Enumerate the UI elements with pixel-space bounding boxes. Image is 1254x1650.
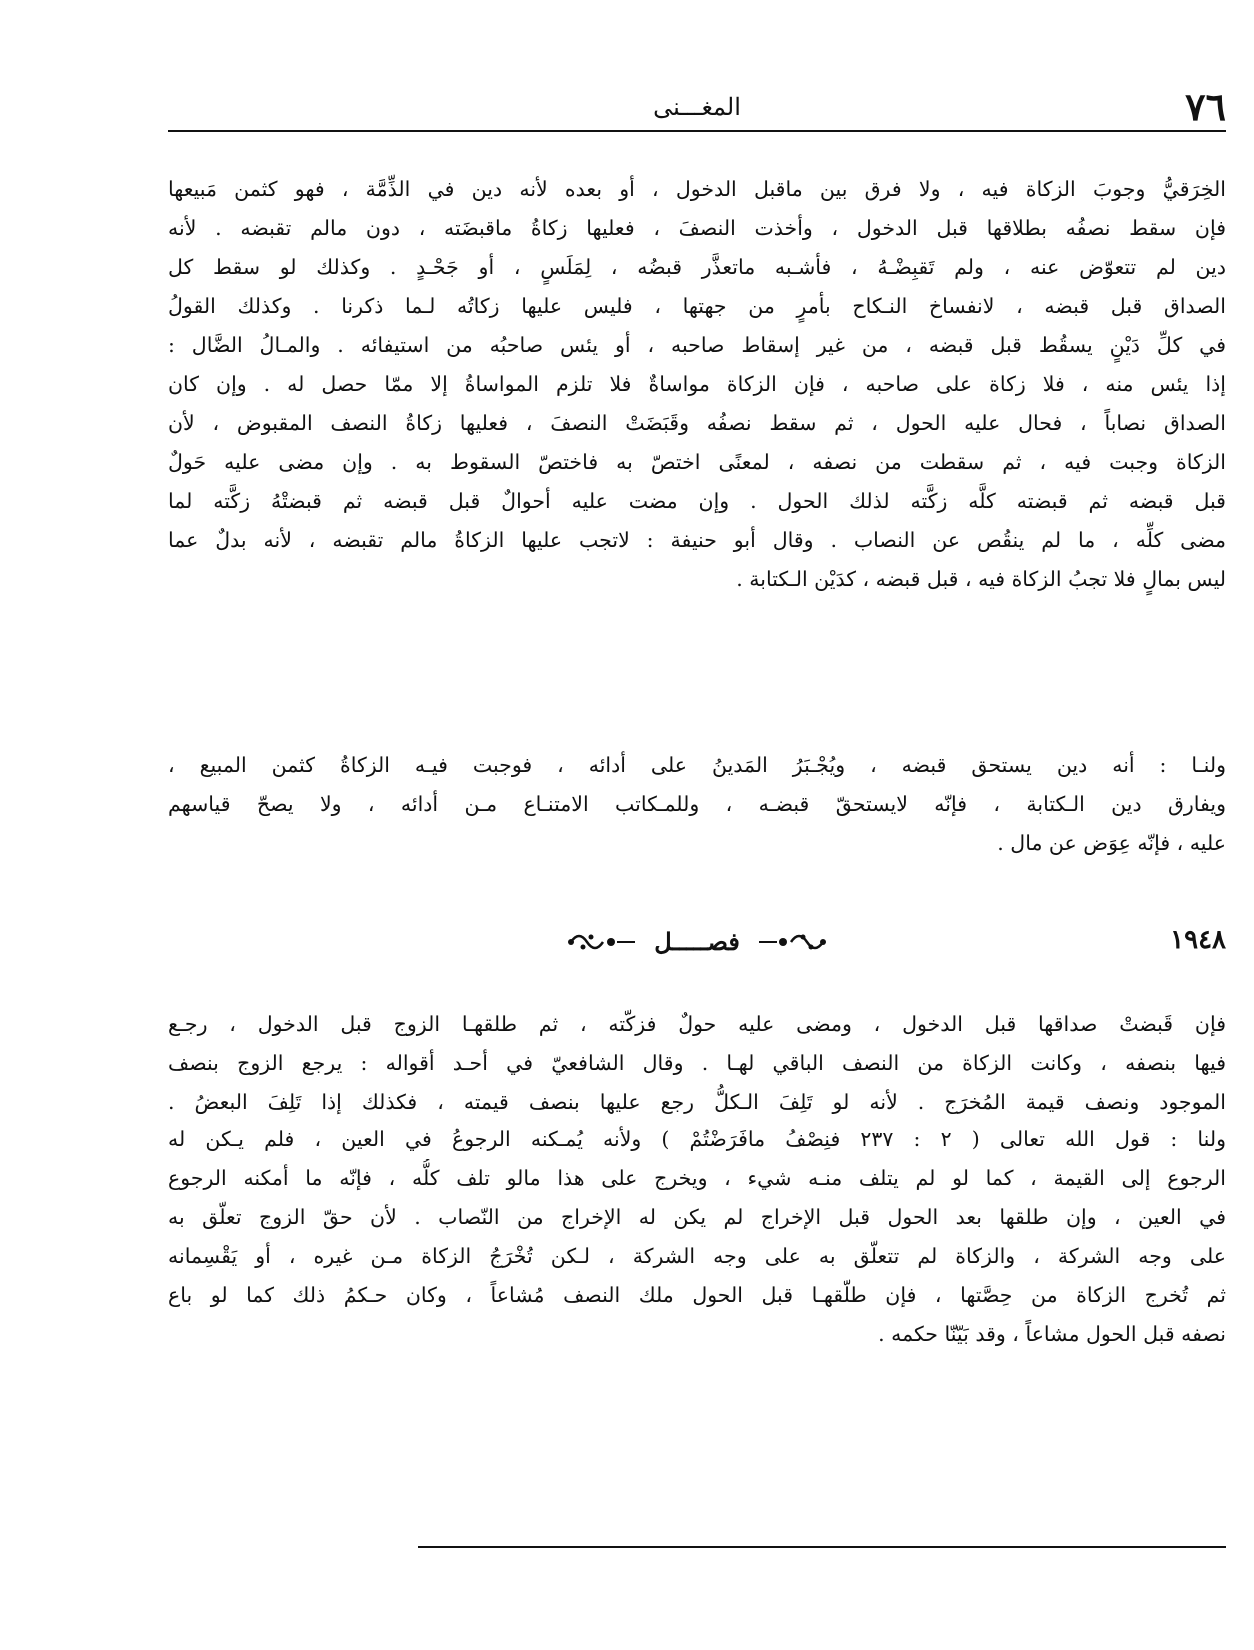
paragraph-3 [168,1005,1226,1122]
text-line: في العين ، وإن طلقها بعد الحول قبل الإخراج لم يكن له الإخراج من النّصاب . لأن حقّ الزوج تعلّق به [168,1205,1226,1229]
ornament-icon [565,929,637,955]
footer-rule [418,1546,1226,1548]
text-line: مضى كلِّه ، ما لم ينقُص عن النصاب . وقال أبو حنيفة : لاتجب عليها الزكاةُ مالم تقبضه ، لأنه بدلٌ عما [168,528,1226,552]
paragraph-2 [168,746,1226,863]
section-title: فصـــــل [654,926,740,956]
text-line: ثم تُخرج الزكاة من حِصَّتها ، فإن طلّقهـا قبل الحول ملك النصف مُشاعاً ، وكان حـكمُ ذلك كما لو باع [168,1283,1226,1307]
text-line: إذا يئس منه ، فلا زكاة على صاحبه ، فإن الزكاة مواساةٌ فلا تلزم المواساةُ إلا ممّا حصل له . وإن كان [168,372,1226,396]
text-line: الخِرَقيُّ وجوبَ الزكاة فيه ، ولا فرق بين ماقبل الدخول ، أو بعده لأنه دين في الذِّمَّة ، فهو كثمن مَبيعها [168,177,1226,201]
page-number: ٧٦ [1185,84,1226,129]
section-heading [168,918,1226,962]
text-line: عليه ، فإنّه عِوَض عن مال . [997,831,1226,855]
text-line: فإن سقط نصفُه بطلاقها قبل الدخول ، وأخذت النصفَ ، فعليها زكاةُ ماقبضَته ، دون مالم تقبضه . لأنه [168,216,1226,240]
text-line: الرجوع إلى القيمة ، كما لو لم يتلف منـه شيء ، ويخرج على هذا مالو تلف كلُّه ، فإنّه ما أمكنه الرجوع [168,1166,1226,1190]
text-line: الزكاة وجبت فيه ، ثم سقطت من نصفه ، لمعنًى اختصّ به فاختصّ السقوط به . وإن مضى عليه حَولٌ [168,450,1226,474]
text-line: ولنـا : أنه دين يستحق قبضه ، ويُجْـبَرُ المَدينُ على أدائه ، فوجبت فيـه الزكاةُ كثمن المبيع ، [168,753,1226,777]
ornament-icon [757,929,829,955]
text-line: الصداق نصاباً ، فحال عليه الحول ، ثم سقط نصفُه وقَبَضَتْ النصفَ ، فعليها زكاةُ النصف المقبوض ، لأن [168,411,1226,435]
text-line: الصداق قبل قبضه ، لانفساخ النـكاح بأمرٍ من جهتها ، فليس عليها زكاتُه لـما ذكرنا . وكذلك القولُ [168,294,1226,318]
text-line: ولنا : قول الله تعالى ( ٢ : ٢٣٧ فنِصْفُ مافَرَضْتُمْ ) ولأنه يُمـكنه الرجوعُ في العين ، فلم يـكن له [168,1127,1226,1151]
running-title: المغـــنى [653,93,741,121]
text-line: في كلِّ دَيْنٍ يسقُط قبل قبضه ، من غير إسقاط صاحبه ، أو يئس صاحبُه من استيفائه . والمـالُ الضَّال : [168,333,1226,357]
paragraph-1 [168,170,1226,599]
text-line: ويفارق دين الـكتابة ، فإنّه لايستحقّ قبضـه ، وللمـكاتب الامتنـاع مـن أدائه ، ولا يصحّ قياسهم [168,792,1226,816]
section-title-wrap [168,918,1226,964]
text-line: الموجود ونصف قيمة المُخرَج . لأنه لو تَلِفَ الـكلُّ رجع عليها بنصف قيمته ، فكذلك إذا تَلِفَ البعضُ . [168,1090,1226,1114]
text-line: فإن قَبضتْ صداقها قبل الدخول ، ومضى عليه حولٌ فزكّته ، ثم طلقهـا الزوج قبل الدخول ، رجـع [168,1012,1226,1036]
text-line: دين لم تتعوّض عنه ، ولم تَقبِضْـهُ ، فأشـبه ماتعذَّر قبضُه ، لِمَلَسٍ ، أو جَحْـدٍ . وكذلك لو سقط كل [168,255,1226,279]
text-line: على وجه الشركة ، والزكاة لم تتعلّق به على وجه الشركة ، لـكن تُخْرَجُ الزكاة مـن غيره ، أو يَقْسِمانه [168,1244,1226,1268]
paragraph-4 [168,1120,1226,1354]
page-header [168,86,1226,128]
text-line: ليس بمالٍ فلا تجبُ الزكاة فيه ، قبل قبضه ، كدَيْن الـكتابة . [736,567,1226,591]
text-line: فيها بنصفه ، وكانت الزكاة من النصف الباقي لهـا . وقال الشافعيّ في أحـد أقواله : يرجع الزوج بنصف [168,1051,1226,1075]
header-rule [168,130,1226,132]
section-number: ١٩٤٨ [1170,925,1226,955]
text-line: قبل قبضه ثم قبضته كلَّه زكَّته لذلك الحول . وإن مضت عليه أحوالٌ قبل قبضه ثم قبضتْهُ زكَّته لما [168,489,1226,513]
text-line: نصفه قبل الحول مشاعاً ، وقد بَيّنّا حكمه . [878,1322,1226,1346]
